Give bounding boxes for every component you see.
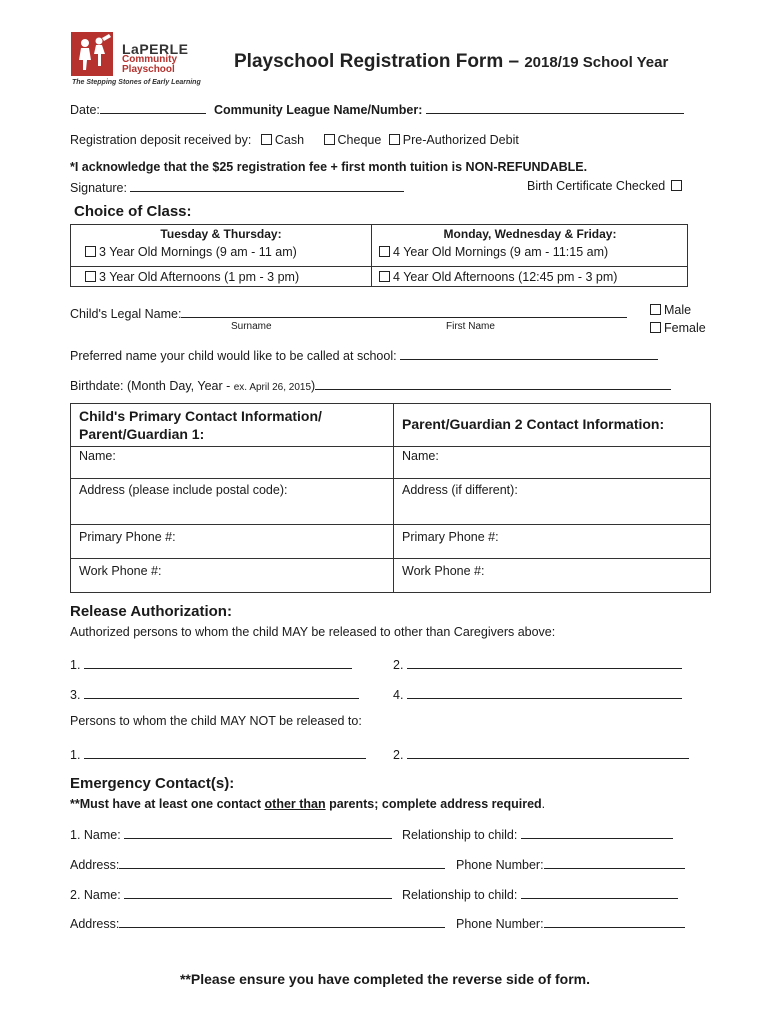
cash-checkbox[interactable]: Cash xyxy=(261,133,304,147)
page-title: Playschool Registration Form – 2018/19 School Year xyxy=(234,51,669,72)
emergency1-phone-field[interactable]: Phone Number: xyxy=(456,856,685,872)
class-choice-table xyxy=(70,224,688,287)
release-may-4[interactable]: 4. xyxy=(393,686,682,702)
p2-primary-phone-field[interactable]: Primary Phone #: xyxy=(402,530,499,544)
children-silhouette-icon xyxy=(71,32,113,76)
class-3yo-mornings[interactable]: 3 Year Old Mornings (9 am - 11 am) xyxy=(85,245,297,259)
emergency-note: **Must have at least one contact other than parents; complete address required. xyxy=(70,797,546,811)
contact-table xyxy=(70,403,711,593)
release-may-not-1[interactable]: 1. xyxy=(70,746,366,762)
guardian2-header: Parent/Guardian 2 Contact Information: xyxy=(402,416,665,432)
preferred-name-field[interactable]: Preferred name your child would like to be called at school: xyxy=(70,347,658,363)
birth-cert-checkbox[interactable]: Birth Certificate Checked xyxy=(527,179,685,193)
release-may-3[interactable]: 3. xyxy=(70,686,359,702)
deposit-row: Registration deposit received by: Cash Cheque Pre-Authorized Debit xyxy=(70,133,519,147)
p2-work-phone-field[interactable]: Work Phone #: xyxy=(402,564,485,578)
emergency2-address-field[interactable]: Address: xyxy=(70,915,445,931)
emergency2-relationship-field[interactable]: Relationship to child: xyxy=(402,886,678,902)
primary-contact-header: Child's Primary Contact Information/ Parent/Guardian 1: xyxy=(79,408,322,442)
cheque-checkbox[interactable]: Cheque xyxy=(324,133,382,147)
logo-tagline: The Stepping Stones of Early Learning xyxy=(72,79,201,86)
league-field[interactable]: Community League Name/Number: xyxy=(214,101,684,117)
legal-name-field[interactable]: Child's Legal Name: xyxy=(70,305,627,321)
class-3yo-afternoons[interactable]: 3 Year Old Afternoons (1 pm - 3 pm) xyxy=(85,270,299,284)
first-name-caption: First Name xyxy=(446,321,495,332)
release-may-not-label: Persons to whom the child MAY NOT be released to: xyxy=(70,714,362,728)
emergency1-name-field[interactable]: 1. Name: xyxy=(70,826,392,842)
p1-work-phone-field[interactable]: Work Phone #: xyxy=(79,564,162,578)
emergency1-address-field[interactable]: Address: xyxy=(70,856,445,872)
class-4yo-afternoons[interactable]: 4 Year Old Afternoons (12:45 pm - 3 pm) xyxy=(379,270,617,284)
signature-field[interactable]: Signature: xyxy=(70,179,404,195)
birthdate-field[interactable]: Birthdate: (Month Day, Year - ex. April 26, 2015) xyxy=(70,377,671,393)
release-title: Release Authorization: xyxy=(70,603,232,620)
release-may-1[interactable]: 1. xyxy=(70,656,352,672)
reverse-side-reminder: **Please ensure you have completed the reverse side of form. xyxy=(179,971,591,987)
emergency-title: Emergency Contact(s): xyxy=(70,775,235,792)
logo-name: LaPERLE xyxy=(122,41,189,57)
male-checkbox[interactable]: Male xyxy=(650,303,691,317)
release-may-label: Authorized persons to whom the child MAY be released to other than Caregivers above: xyxy=(70,625,556,639)
p1-name-field[interactable]: Name: xyxy=(79,449,116,463)
surname-caption: Surname xyxy=(231,321,272,332)
p1-primary-phone-field[interactable]: Primary Phone #: xyxy=(79,530,176,544)
p2-address-field[interactable]: Address (if different): xyxy=(402,483,518,497)
release-may-not-2[interactable]: 2. xyxy=(393,746,689,762)
choice-title: Choice of Class: xyxy=(74,203,192,220)
female-checkbox[interactable]: Female xyxy=(650,321,706,335)
p2-name-field[interactable]: Name: xyxy=(402,449,439,463)
tue-thu-header: Tuesday & Thursday: xyxy=(160,227,282,241)
date-field[interactable]: Date: xyxy=(70,101,206,117)
logo-emblem xyxy=(71,32,113,76)
emergency2-name-field[interactable]: 2. Name: xyxy=(70,886,392,902)
release-may-2[interactable]: 2. xyxy=(393,656,682,672)
emergency1-relationship-field[interactable]: Relationship to child: xyxy=(402,826,673,842)
emergency2-phone-field[interactable]: Phone Number: xyxy=(456,915,685,931)
debit-checkbox[interactable]: Pre-Authorized Debit xyxy=(389,133,519,147)
refund-acknowledgement: *I acknowledge that the $25 registration fee + first month tuition is NON-REFUNDABLE. xyxy=(70,160,588,174)
class-4yo-mornings[interactable]: 4 Year Old Mornings (9 am - 11:15 am) xyxy=(379,245,608,259)
logo-subname: Community Playschool xyxy=(122,54,177,75)
p1-address-field[interactable]: Address (please include postal code): xyxy=(79,483,288,497)
mon-wed-fri-header: Monday, Wednesday & Friday: xyxy=(443,227,617,241)
